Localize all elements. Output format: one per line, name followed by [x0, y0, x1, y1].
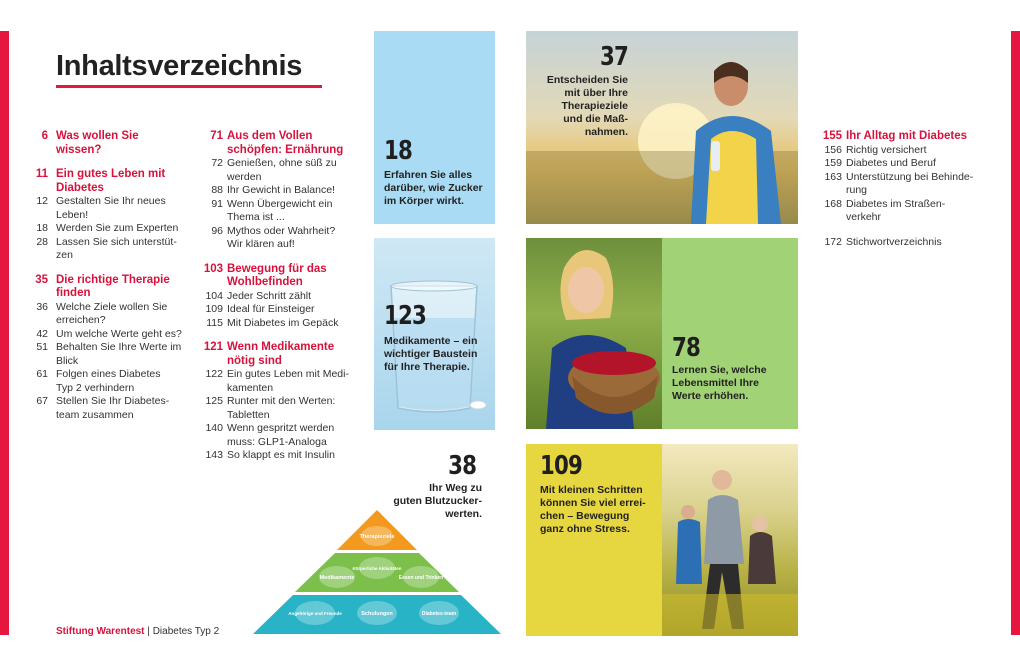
entry-page-number: 115	[206, 316, 223, 329]
toc-entry[interactable]	[199, 290, 359, 304]
tile-18[interactable]	[374, 31, 495, 224]
entry-page-number: 168	[824, 197, 842, 210]
water-glass-image	[374, 238, 495, 430]
toc-entry[interactable]	[28, 301, 188, 328]
entry-title: Unterstützung bei Behinde- rung	[846, 170, 974, 196]
entry-page-number: 156	[824, 143, 842, 156]
entry-page-number: 67	[36, 395, 48, 407]
toc-chapter[interactable]	[199, 263, 359, 290]
chapter-page-number: 71	[210, 130, 223, 142]
entry-title: Um welche Werte geht es?	[56, 327, 182, 340]
toc-entry[interactable]	[199, 422, 359, 449]
entry-title: Mit Diabetes im Gepäck	[227, 316, 339, 329]
entry-title: Werden Sie zum Experten	[56, 222, 179, 234]
chapter-title: Wenn Medikamente nötig sind	[227, 341, 335, 367]
entry-page-number: 91	[211, 197, 223, 210]
entry-page-number: 61	[36, 368, 48, 380]
entry-page-number: 51	[36, 341, 48, 353]
entry-title: Richtig versichert	[846, 143, 927, 156]
toc-entry[interactable]	[818, 157, 988, 171]
toc-column-right	[818, 130, 988, 249]
entry-title: Diabetes im Straßen- verkehr	[846, 197, 946, 223]
left-edge-bar	[0, 31, 9, 635]
pyramid-label-team: Diabetes-team	[421, 611, 457, 617]
entry-title: Jeder Schritt zählt	[227, 289, 312, 302]
entry-title: Stellen Sie Ihr Diabetes- team zusammen	[56, 395, 170, 421]
chapter-title: Ihr Alltag mit Diabetes	[846, 130, 967, 142]
entry-page-number: 159	[824, 157, 842, 169]
right-edge-bar	[1011, 31, 1020, 635]
toc-entry[interactable]	[28, 195, 188, 222]
tile-78[interactable]	[662, 238, 798, 429]
toc-entry[interactable]	[199, 184, 359, 198]
chapter-page-number: 121	[203, 341, 223, 353]
toc-chapter[interactable]	[199, 130, 359, 157]
entry-page-number: 72	[211, 157, 223, 169]
toc-entry[interactable]	[28, 341, 188, 368]
entry-page-number: 88	[211, 184, 223, 196]
page-title: Inhaltsverzeichnis	[56, 50, 303, 82]
entry-title: Welche Ziele wollen Sie erreichen?	[56, 300, 168, 326]
entry-page-number: 122	[205, 368, 223, 380]
tile-caption: Medikamente – ein wichtiger Baustein für Ihre Therapie.	[384, 335, 478, 373]
tile-page-number: 109	[540, 451, 583, 481]
toc-entry[interactable]	[28, 395, 188, 422]
entry-page-number: 172	[824, 235, 842, 248]
entry-page-number: 36	[36, 300, 48, 313]
tile-page-number: 123	[384, 301, 427, 331]
woman-cherries-photo	[526, 238, 662, 429]
entry-page-number: 12	[36, 195, 48, 207]
entry-title: Diabetes und Beruf	[846, 157, 936, 169]
toc-entry[interactable]	[199, 368, 359, 395]
toc-column-left	[28, 130, 188, 422]
toc-entry[interactable]	[199, 317, 359, 331]
toc-entry[interactable]	[199, 157, 359, 184]
chapter-page-number: 35	[35, 273, 48, 286]
entry-page-number: 109	[205, 303, 223, 315]
entry-title: Ideal für Einsteiger	[227, 303, 315, 315]
entry-title: Mythos oder Wahrheit? Wir klären auf!	[227, 224, 336, 250]
entry-page-number: 163	[824, 170, 842, 183]
footer-brand: Stiftung Warentest	[56, 626, 145, 637]
tile-caption: Mit kleinen Schritten können Sie viel errei- chen – Bewegung ganz ohne Stress.	[540, 484, 646, 535]
toc-entry[interactable]	[818, 144, 988, 158]
tile-page-number: 38	[447, 451, 476, 481]
entry-title: Behalten Sie Ihre Werte im Blick	[56, 341, 182, 367]
entry-page-number: 42	[36, 327, 48, 340]
tile-123[interactable]	[374, 238, 495, 430]
entry-title: Genießen, ohne süß zu werden	[227, 157, 337, 183]
toc-entry[interactable]	[28, 328, 188, 342]
chapter-title: Die richtige Therapie finden	[56, 273, 170, 299]
walking-seniors-photo	[662, 444, 798, 636]
entry-title: Ihr Gewicht in Balance!	[227, 184, 335, 196]
entry-title: Gestalten Sie Ihr neues Leben!	[56, 195, 166, 221]
tile-109[interactable]	[526, 444, 662, 636]
toc-entry[interactable]	[818, 236, 988, 250]
tile-page-number: 18	[384, 136, 413, 166]
entry-page-number: 104	[205, 289, 223, 302]
tile-page-number: 78	[672, 333, 701, 363]
toc-chapter[interactable]	[199, 341, 359, 368]
page-footer	[56, 626, 219, 637]
toc-chapter[interactable]	[28, 274, 188, 301]
entry-title: Lassen Sie sich unterstüt- zen	[56, 235, 177, 261]
tile-caption: Lernen Sie, welche Lebensmittel Ihre Werte erhöhen.	[672, 364, 767, 402]
pyramid-label-angehoerige: Angehörige und Freunde	[288, 611, 342, 616]
chapter-page-number: 11	[35, 168, 48, 180]
chapter-title: Aus dem Vollen schöpfen: Ernährung	[227, 130, 344, 156]
chapter-page-number: 6	[41, 130, 48, 142]
footer-title: Diabetes Typ 2	[152, 626, 220, 637]
toc-entry[interactable]	[818, 198, 988, 225]
tile-caption: Erfahren Sie alles darüber, wie Zucker im Körper wirkt.	[384, 169, 483, 207]
footer-separator: |	[147, 626, 150, 637]
pyramid-label-top: Therapieziele	[359, 534, 395, 540]
toc-column-middle	[199, 130, 359, 463]
entry-title: Wenn Übergewicht ein Thema ist ...	[227, 197, 333, 223]
chapter-title: Ein gutes Leben mit Diabetes	[56, 168, 166, 194]
entry-page-number: 125	[205, 395, 223, 407]
entry-title: So klappt es mit Insulin	[227, 449, 335, 461]
entry-title: Folgen eines Diabetes Typ 2 verhindern	[56, 368, 161, 394]
toc-entry[interactable]	[28, 368, 188, 395]
entry-title: Ein gutes Leben mit Medi- kamenten	[227, 368, 349, 394]
entry-title: Stichwortverzeichnis	[846, 235, 942, 248]
entry-title: Wenn gespritzt werden muss: GLP1-Analoga	[227, 422, 335, 448]
entry-page-number: 96	[211, 224, 223, 237]
toc-chapter[interactable]	[818, 130, 988, 144]
entry-page-number: 140	[205, 422, 223, 434]
toc-entry[interactable]	[199, 395, 359, 422]
chapter-title: Was wollen Sie wissen?	[56, 130, 139, 156]
therapy-pyramid-diagram	[253, 510, 503, 634]
entry-page-number: 28	[36, 235, 48, 248]
pyramid-label-schulungen: Schulungen	[361, 611, 393, 617]
pyramid-label-aktivitaeten: Körperliche Aktivitäten	[352, 566, 402, 571]
pyramid-label-medikamente: Medikamente	[319, 575, 355, 581]
chapter-title: Bewegung für das Wohlbefinden	[227, 262, 327, 288]
toc-chapter[interactable]	[28, 130, 188, 157]
tile-caption: Ihr Weg zu guten Blutzucker- werten.	[393, 482, 482, 520]
toc-entry[interactable]	[28, 222, 188, 236]
entry-title: Runter mit den Werten: Tabletten	[227, 395, 336, 421]
toc-entry[interactable]	[818, 171, 988, 198]
toc-chapter[interactable]	[28, 168, 188, 195]
toc-entry[interactable]	[199, 225, 359, 252]
pyramid-label-essen: Essen und Trinken	[398, 575, 444, 581]
toc-entry[interactable]	[199, 303, 359, 317]
chapter-page-number: 103	[203, 262, 223, 275]
tile-caption: Entscheiden Sie mit über Ihre Therapieziele und die Maß- nahmen.	[546, 74, 628, 138]
entry-page-number: 143	[205, 449, 223, 461]
toc-entry[interactable]	[199, 449, 359, 463]
chapter-page-number: 155	[822, 130, 842, 142]
title-underline	[56, 85, 322, 88]
tile-page-number: 37	[600, 42, 629, 72]
toc-entry[interactable]	[28, 236, 188, 263]
toc-entry[interactable]	[199, 198, 359, 225]
tile-37[interactable]	[526, 31, 798, 224]
entry-page-number: 18	[36, 222, 48, 234]
